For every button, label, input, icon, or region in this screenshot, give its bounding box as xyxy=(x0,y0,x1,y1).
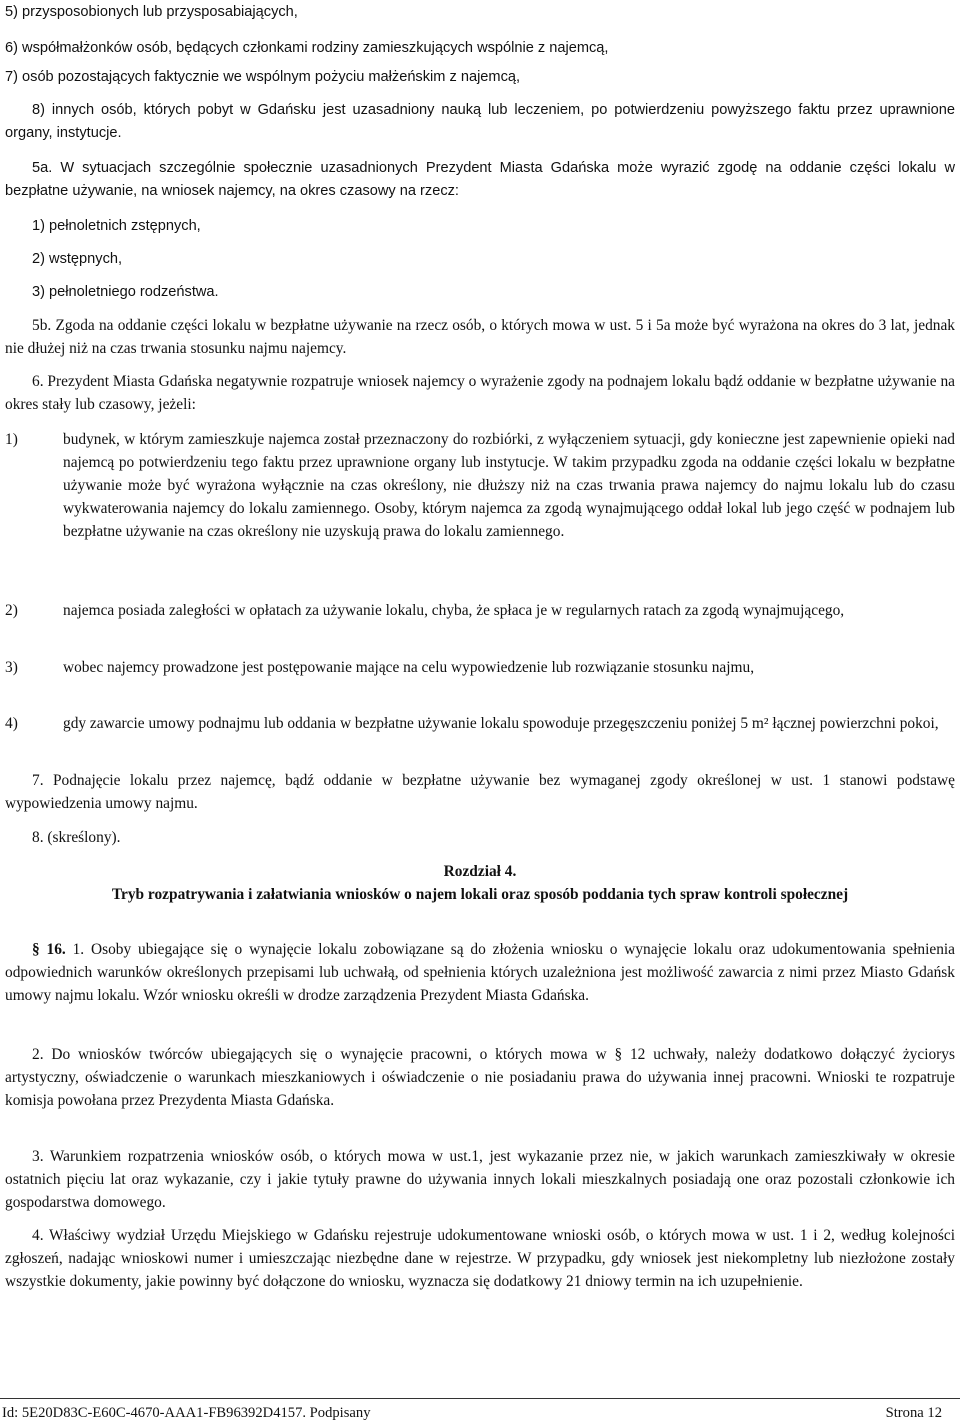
list-item: budynek, w którym zamieszkuje najemca został przeznaczony do rozbiórki, z wyłączeniem sytuacji, gdy konieczne jest zapewnienie opieki nad najemcą po potwierdzeniu tego faktu przez uprawnione organy lub instytucje. W takim przypadku zgoda na oddanie części lokalu w bezpłatne używanie może być wyrażona wyłącznie na czas określony, nie dłuższy niż na czas trwania prawa najemcy do najmu lokalu lub do czasu wykwaterowania najemcy do lokalu zamiennego. Osoby, którym najemca za zgodą wynajmującego oddał lokal lub jego część w podnajem lub bezpłatne używanie na czas określony nie uzyskują prawa do lokalu zamiennego. xyxy=(63,431,955,540)
list-number: 3) xyxy=(5,659,18,676)
paragraph-5a: 5a. W sytuacjach szczególnie społecznie uzasadnionych Prezydent Miasta Gdańska może wyrazić zgodę na oddanie części lokalu w bezpłatne używanie, na wniosek najemcy, na okres czasowy na rzecz: xyxy=(5,160,955,199)
list-number: 4) xyxy=(5,715,18,732)
chapter-title: Tryb rozpatrywania i załatwiania wniosków o najem lokali oraz sposób poddania tych spraw kontroli społecznej xyxy=(111,886,849,903)
list-item: gdy zawarcie umowy podnajmu lub oddania w bezpłatne używanie lokalu spowoduje przegęszczeniu poniżej 5 m² łącznej powierzchni pokoi, xyxy=(63,715,939,732)
paragraph-text: 1. Osoby ubiegające się o wynajęcie lokalu zobowiązane są do złożenia wniosku o wynajęcie lokalu oraz udokumentowania spełnienia odpowiednich warunków określonych przepisami lub uchwałą, od spełnienia których uzależniona jest możliwość zawarcia z nimi przez Miasto Gdańsk umowy najmu lokalu. Wzór wniosku określi w drodze zarządzenia Prezydent Miasta Gdańska. xyxy=(5,941,955,1004)
footer-divider xyxy=(0,1398,960,1399)
list-item: 2) wstępnych, xyxy=(32,251,123,267)
list-item: najemca posiada zaległości w opłatach za używanie lokalu, chyba, że spłaca je w regularnych ratach za zgodą wynajmującego, xyxy=(63,602,845,619)
paragraph-8: 8. (skreślony). xyxy=(32,829,121,846)
list-item: 3) pełnoletniego rodzeństwa. xyxy=(32,284,219,300)
list-item: 1) pełnoletnich zstępnych, xyxy=(32,218,201,234)
page-number: Strona 12 xyxy=(885,1405,942,1421)
list-number: 1) xyxy=(5,431,18,448)
list-item: 6) współmałżonków osób, będących członkami rodziny zamieszkujących wspólnie z najemcą, xyxy=(5,40,609,56)
list-number: 2) xyxy=(5,602,18,619)
list-item: 7) osób pozostających faktycznie we wspólnym pożyciu małżeńskim z najemcą, xyxy=(5,69,521,85)
chapter-number: Rozdział 4. xyxy=(443,863,517,880)
list-item: 5) przysposobionych lub przysposabiających, xyxy=(5,4,298,20)
paragraph-7: 7. Podnajęcie lokalu przez najemcę, bądź oddanie w bezpłatne używanie bez wymaganej zgody określonej w ust. 1 stanowi podstawę wypowiedzenia umowy najmu. xyxy=(5,772,955,812)
section-mark: § 16. xyxy=(32,941,66,958)
section-16-paragraph-3: 3. Warunkiem rozpatrzenia wniosków osób, o których mowa w ust.1, jest wykazanie przez nie, w jakich warunkach zamieszkiwały w okresie ostatnich pięciu lat oraz wykazanie, czy i jakie tytuły prawne do używania innych lokali mieszkalnych posiadają one oraz pozostali członkowie ich gospodarstwa domowego. xyxy=(5,1148,955,1211)
section-16-paragraph-4: 4. Właściwy wydział Urzędu Miejskiego w Gdańsku rejestruje udokumentowane wnioski osób, o których mowa w ust. 1 i 2, według kolejności zgłoszeń, nadając wnioskowi numer i umieszczając niezbędne dane w rejestrze. W przypadku, gdy wniosek jest niekompletny lub niezłożone zostały wszystkie dokumenty, jakie powinny być dołączone do wniosku, wyznacza się dodatkowy 21 dniowy termin na ich uzupełnienie. xyxy=(5,1227,955,1290)
document-id: Id: 5E20D83C-E60C-4670-AAA1-FB96392D4157. Podpisany xyxy=(2,1405,371,1421)
section-16-paragraph-1 xyxy=(5,938,955,1007)
paragraph-5b: 5b. Zgoda na oddanie części lokalu w bezpłatne używanie na rzecz osób, o których mowa w ust. 5 i 5a może być wyrażona na okres do 3 lat, jednak nie dłużej niż na czas trwania stosunku najmu najemcy. xyxy=(5,317,955,357)
list-item: 8) innych osób, których pobyt w Gdańsku jest uzasadniony nauką lub leczeniem, po potwierdzeniu powyższego faktu przez uprawnione organy, instytucje. xyxy=(5,102,955,141)
paragraph-6: 6. Prezydent Miasta Gdańska negatywnie rozpatruje wniosek najemcy o wyrażenie zgody na podnajem lokalu bądź oddanie w bezpłatne używanie na okres stały lub czasowy, jeżeli: xyxy=(5,373,955,413)
list-item: wobec najemcy prowadzone jest postępowanie mające na celu wypowiedzenie lub rozwiązanie stosunku najmu, xyxy=(63,659,755,676)
section-16-paragraph-2: 2. Do wniosków twórców ubiegających się o wynajęcie pracowni, o których mowa w § 12 uchwały, należy dodatkowo dołączyć życiorys artystyczny, oświadczenie o warunkach mieszkaniowych i oświadczenie o nie posiadaniu prawa do używania innej pracowni. Wnioski te rozpatruje komisja powołana przez Prezydenta Miasta Gdańska. xyxy=(5,1046,955,1109)
